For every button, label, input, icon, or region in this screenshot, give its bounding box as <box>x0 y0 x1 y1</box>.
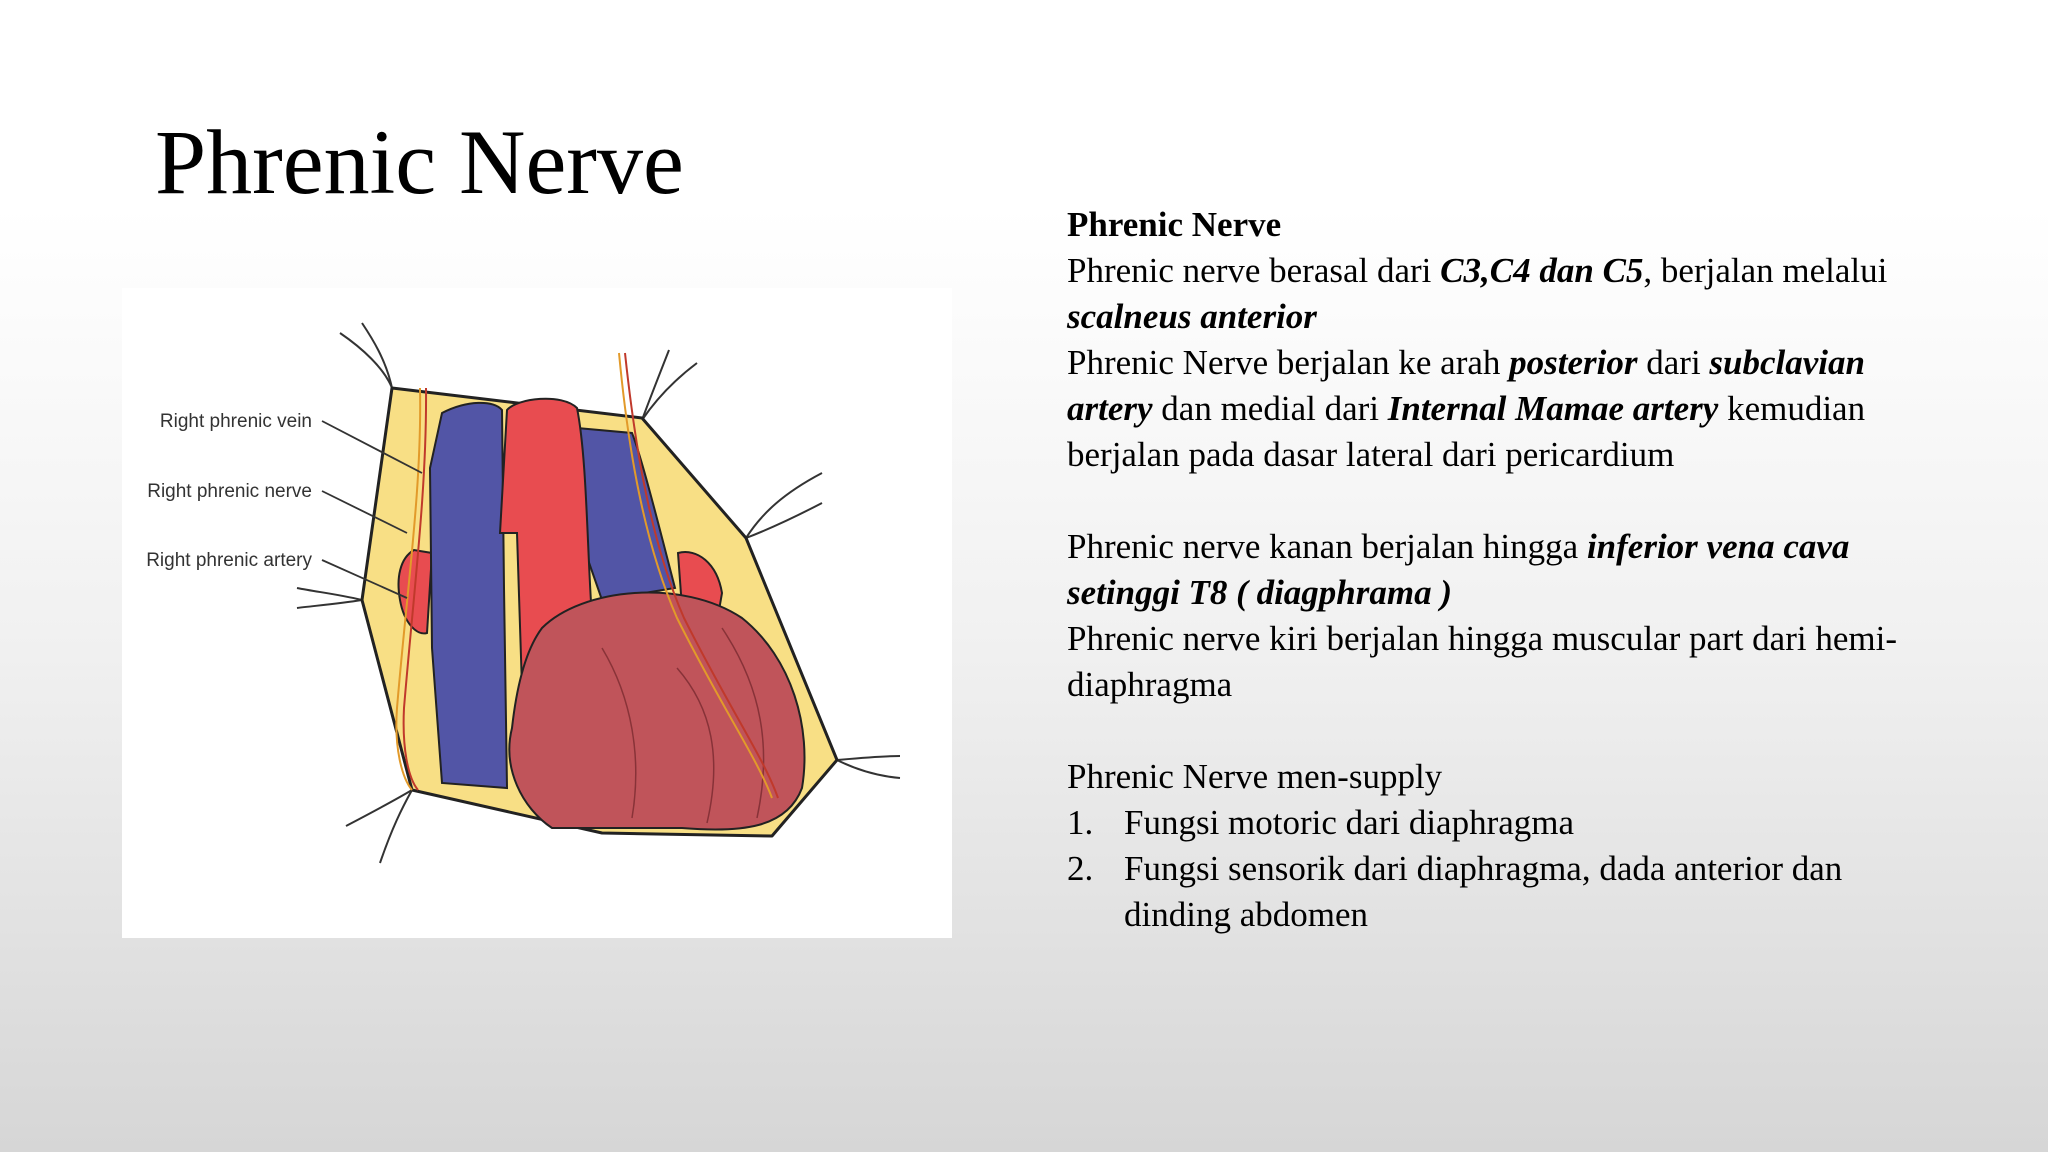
list-item: 2. Fungsi sensorik dari diaphragma, dada anterior dan dinding abdomen <box>1067 849 1843 934</box>
heart-illustration <box>122 288 952 938</box>
text-panel <box>1067 202 1947 938</box>
supply-list <box>1067 800 1947 938</box>
label-right-phrenic-vein: Right phrenic vein <box>159 411 312 432</box>
paragraph-left-nerve: Phrenic nerve kiri berjalan hingga muscular part dari hemi-diaphragma <box>1067 619 1897 704</box>
slide-title: Phrenic Nerve <box>155 111 684 213</box>
paragraph-course: Phrenic Nerve berjalan ke arah posterior dari subclavian artery dan medial dari Internal Mamae artery kemudian berjalan pada dasar lateral dari pericardium <box>1067 343 1866 474</box>
body-heading: Phrenic Nerve <box>1067 205 1282 244</box>
label-right-phrenic-artery: Right phrenic artery <box>146 550 312 571</box>
superior-vena-cava <box>430 403 507 788</box>
supply-intro: Phrenic Nerve men-supply <box>1067 757 1443 796</box>
paragraph-right-nerve: Phrenic nerve kanan berjalan hingga inferior vena cava setinggi T8 ( diagphrama ) <box>1067 527 1850 612</box>
list-item: 1. Fungsi motoric dari diaphragma <box>1067 803 1575 842</box>
paragraph-origin: Phrenic nerve berasal dari C3,C4 dan C5, berjalan melalui scalneus anterior <box>1067 251 1888 336</box>
label-right-phrenic-nerve: Right phrenic nerve <box>147 481 312 502</box>
heart-diagram <box>122 288 952 938</box>
